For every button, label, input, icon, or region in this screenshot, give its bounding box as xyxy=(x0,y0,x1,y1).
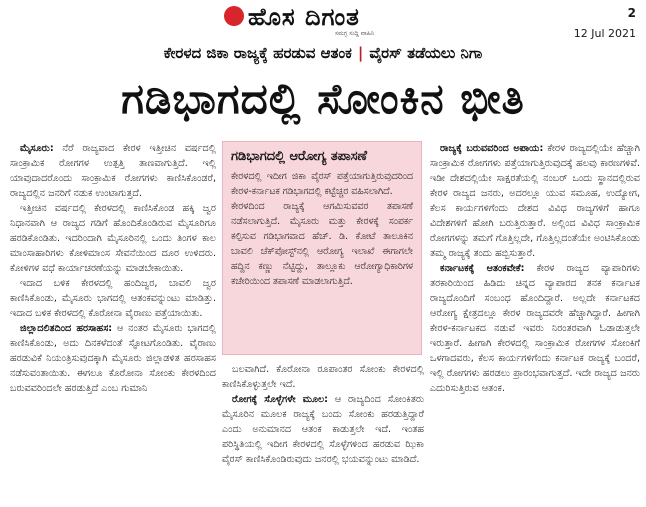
subheading: ರಾಜ್ಯಕ್ಕೆ ಬರುವವರಿಂದ ಅಪಾಯ: xyxy=(440,143,544,154)
kicker-right: ವೈರಸ್ ತಡೆಯಲು ನಿಗಾ xyxy=(369,44,483,62)
tagline: ಸಮಗ್ರ ಸುದ್ದಿ ವಾಹಿನಿ xyxy=(335,30,375,37)
kicker-left: ಕೇರಳದ ಜಿಕಾ ರಾಜ್ಯಕ್ಕೆ ಹರಡುವ ಆತಂಕ xyxy=(163,44,352,62)
logo-emblem-icon xyxy=(224,6,244,26)
paragraph-text: ನೆರೆ ರಾಜ್ಯವಾದ ಕೇರಳ ಇತ್ತೀಚಿನ ವರ್ಷದಲ್ಲಿ ಸಾಂಕ್ರಾಮಿಕ ರೋಗಗಳ ಉತ್ಪತ್ತಿ ತಾಣವಾಗುತ್ತಿದೆ. ಇಲ್ಲಿ ಯಾವುದಾದರೊಂದು ಸಾಂಕ್ರಾಮಿಕ ರೋಗಗಳು ಕಾಣಿಸಿಕೊಂಡರೆ, ರಾಜ್ಯದಲ್ಲಿನ ಜನರಿಗೆ ನಡುಕ ಉಂಟಾಗುತ್ತದೆ. xyxy=(10,143,216,199)
box-paragraph: ಕೇರಳದಿಂದ ರಾಜ್ಯಕ್ಕೆ ಆಗಮಿಸುವವರ ತಪಾಸಣೆ ನಡೆಸಲಾಗುತ್ತಿದೆ. ಮೈಸೂರು ಮತ್ತು ಕೇರಳಕ್ಕೆ ಸಂಪರ್ಕ ಕಲ್ಪಿಸುವ ಗಡಿಭಾಗವಾದ ಹೆಚ್. ಡಿ. ಕೋಟೆ ತಾಲೂಕಿನ ಬಾವಲಿ ಚೆಕ್‌ಪೋಸ್ಟ್‌ನಲ್ಲಿ ಆರೋಗ್ಯ ಇಲಾಖೆ ಈಗಾಗಲೇ ಹದ್ದಿನ ಕಣ್ಣು ನೆಟ್ಟಿದ್ದು, ತಾಲ್ಲೂಕು ಆರೋಗ್ಯಾಧಿಕಾರಿಗಳ ಕಚೇರಿಯಿಂದ ತಪಾಸಣೆ ಮಾಡಲಾಗುತ್ತಿದೆ. xyxy=(231,201,413,287)
paragraph-text: ಆ ನಂತರ ಮೈಸೂರು ಭಾಗದಲ್ಲಿ ಕಾಣಿಸಿಕೊಂಡು, ಅದು ದಿನಕಳೆದಂತೆ ಸ್ಫೋಟಗೊಂಡಿತು. ವೈರಾಣು ಹರಡುವಿಕೆ ನಿಯಂತ್ರಿಸುವುದಕ್ಕಾಗಿ ಮೈಸೂರು ಜಿಲ್ಲಾಡಳಿತ ಹರಸಾಹಸ ನಡೆಸುವಂತಾಯಿತು. ಈಗಲೂ ಕೊರೋನಾ ಸೋಂಕು ಕೇರಳದಿಂದ ಬರುವವರಿಂದಲೇ ಹರಡುತ್ತಿದೆ ಎಂಬ ಗುಮಾನಿ xyxy=(10,323,216,394)
paragraph xyxy=(430,141,640,261)
logo-text: ಹೊಸ ದಿಗಂತ xyxy=(248,3,360,31)
article-column-3 xyxy=(430,141,640,501)
paragraph xyxy=(430,261,640,396)
paragraph: ಇದಾದ ಬಳಿಕ ಕೇರಳದಲ್ಲಿ ಹಂದಿಜ್ವರ, ಬಾವಲಿ ಜ್ವರ ಕಾಣಿಸಿಕೊಂಡು, ಮೈಸೂರು ಭಾಗದಲ್ಲಿ ಆತಂಕವನ್ನುಂಟು ಮಾಡಿತ್ತು. ಇದಾದ ಬಳಿಕ ಕೇರಳದಲ್ಲಿ ಕೊರೋನಾ ವೈರಾಣು ಪತ್ತೆಯಾಯಿತು. xyxy=(10,278,216,319)
headline: ಗಡಿಭಾಗದಲ್ಲಿ ಸೋಂಕಿನ ಭೀತಿ xyxy=(121,74,525,123)
subheading: ರೋಗಕ್ಕೆ ಸೊಳ್ಳೆಗಳೇ ಮೂಲ: xyxy=(232,394,329,405)
box-paragraph: ಕೇರಳದಲ್ಲಿ ಇದೀಗ ಜಿಕಾ ವೈರಸ್ ಪತ್ತೆಯಾಗುತ್ತಿರುವುದರಿಂದ ಕೇರಳ-ಕರ್ನಾಟಕ ಗಡಿಭಾಗದಲ್ಲಿ ಕಟ್ಟೆಚ್ಚರ ವಹಿಸಲಾಗಿದೆ. xyxy=(231,171,413,197)
article-column-2 xyxy=(222,362,424,502)
page-number: 2 xyxy=(627,6,636,20)
paragraph-text: ಕೇರಳ ರಾಜ್ಯದ ವ್ಯಾಪಾರಿಗಳು ತರಕಾರಿಯಿಂದ ಹಿಡಿದು ಚಿನ್ನದ ವ್ಯಾಪಾರದ ತನಕ ಕರ್ನಾಟಕ ರಾಜ್ಯದೊಂದಿಗೆ ಸಂಬಂಧ ಹೊಂದಿದ್ದಾರೆ. ಅಲ್ಲದೇ ಕರ್ನಾಟಕದ ಆರೋಗ್ಯ ಕ್ಷೇತ್ರದಲ್ಲೂ ಕೇರಳ ರಾಜ್ಯದವರೇ ಹೆಚ್ಚಾಗಿದ್ದಾರೆ. ಹೀಗಾಗಿ ಕೇರಳ-ಕರ್ನಾಟಕದ ನಡುವೆ ಇವರು ನಿರಂತರವಾಗಿ ಓಡಾಡುತ್ತಲೇ ಇರುತ್ತಾರೆ. ಹೀಗಾಗಿ ಕೇರಳದಲ್ಲಿ ಸಾಂಕ್ರಾಮಿಕ ರೋಗಗಳ ಸೋಂಕಿಗೆ ಒಳಗಾದವರು, ಕೆಲಸ ಕಾರ್ಯಗಳಿಗೆಂದು ಕರ್ನಾಟಕ ರಾಜ್ಯಕ್ಕೆ ಬಂದರೆ, ಇಲ್ಲಿ ರೋಗಗಳು ಹರಡಲು ಪ್ರಾರಂಭವಾಗುತ್ತದೆ. ಇದೇ ರಾಜ್ಯದ ಜನರು ಎದುರಿಸುತ್ತಿರುವ ಆತಂಕ. xyxy=(430,263,640,394)
paragraph: ಇತ್ತೀಚಿನ ವರ್ಷದಲ್ಲಿ ಕೇರಳದಲ್ಲಿ ಕಾಣಿಸಿಕೊಂಡ ಹಕ್ಕಿ ಜ್ವರ ನಿಧಾನವಾಗಿ ಆ ರಾಜ್ಯದ ಗಡಿಗೆ ಹೊಂದಿಕೊಂಡಿರುವ ಮೈಸೂರಿಗೂ ಹರಡಿಕೊಂಡಿತು. ಇದರಿಂದಾಗಿ ಮೈಸೂರಿನಲ್ಲಿ ಒಂದು ತಿಂಗಳ ಕಾಲ ಮಾಂಸಾಹಾರಿಗಳು ಕೋಳಿಮಾಂಸ ಸೇವನೆಯಿಂದ ದೂರ ಉಳಿದರು. ಕೋಳಿಗಳ ವಧೆ ಕಾರ್ಯಾಚರಣೆಯನ್ನು ಮಾಡಬೇಕಾಯಿತು. xyxy=(10,203,216,274)
issue-date: 12 Jul 2021 xyxy=(573,27,636,40)
article-column-1 xyxy=(10,141,216,501)
dateline: ಮೈಸೂರು: xyxy=(20,143,54,154)
subheading: ಜಿಲ್ಲಾದಲಿತದಿಂದ ಹರಸಾಹಸ: xyxy=(20,323,113,334)
box-title: ಗಡಿಭಾಗದಲ್ಲಿ ಆರೋಗ್ಯ ತಪಾಸಣೆ xyxy=(231,149,368,164)
newspaper-logo xyxy=(224,3,360,31)
highlight-box xyxy=(222,141,422,355)
paragraph xyxy=(10,321,216,396)
paragraph xyxy=(10,141,216,201)
paragraph xyxy=(222,392,424,467)
paragraph-text: ಆ ರಾಜ್ಯದಿಂದ ಸೋಂಕಿತರು ಮೈಸೂರಿನ ಮೂಲಕ ರಾಜ್ಯಕ್ಕೆ ಬಂದು ಸೋಂಕು ಹರಡುತ್ತಿದ್ದಾರೆ ಎಂದು ಅನುಮಾನದ ಆತಂಕ ಕಾಡುತ್ತಲೇ ಇದೆ. ಇಂತಹ ಪರಿಸ್ಥಿತಿಯಲ್ಲಿ ಇದೀಗ ಕೇರಳದಲ್ಲಿ ಸೊಳ್ಳೆಗಳಿಂದ ಹರಡುವ ಝಿಕಾ ವೈರಸ್ ಕಾಣಿಸಿಕೊಂಡಿರುವುದು ಜನರಲ್ಲಿ ಭಯವನ್ನುಂಟು ಮಾಡಿದೆ. xyxy=(222,394,424,465)
paragraph-text: ಕೇರಳ ರಾಜ್ಯದಲ್ಲಿಯೇ ಹೆಚ್ಚಾಗಿ ಸಾಂಕ್ರಾಮಿಕ ರೋಗಗಳು ಪತ್ತೆಯಾಗುತ್ತಿರುವುದಕ್ಕೆ ಹಲವು ಕಾರಣಗಳಿವೆ. ಇಡೀ ದೇಶದಲ್ಲಿಯೇ ಸಾಕ್ಷರತೆಯಲ್ಲಿ ನಂಬರ್ ಒಂದು ಸ್ಥಾನದಲ್ಲಿರುವ ಕೇರಳ ರಾಜ್ಯದ ಜನರು, ಅದರಲ್ಲೂ ಯುವ ಸಮೂಹ, ಉದ್ಯೋಗ, ಕೆಲಸ ಕಾರ್ಯಗಳಿಗೆಂದು ದೇಶದ ವಿವಿಧ ರಾಜ್ಯಗಳಿಗೆ ಹಾಗೂ ವಿದೇಶಗಳಿಗೆ ಹೋಗಿ ಬರುತ್ತಿರುತ್ತಾರೆ. ಅಲ್ಲಿಂದ ವಿವಿಧ ಸಾಂಕ್ರಾಮಿಕ ರೋಗಗಳನ್ನು ತಮಗೆ ಗೊತ್ತಿಲ್ಲದೇ, ಗೊತ್ತಿಲ್ಲದಂತೆಯೇ ಅಂಟಿಸಿಕೊಂಡು ತಮ್ಮ ರಾಜ್ಯಕ್ಕೆ ತಂದು ಹಬ್ಬಿಸುತ್ತಾರೆ. xyxy=(430,143,640,259)
masthead xyxy=(0,0,646,40)
paragraph: ಬಲವಾಗಿದೆ. ಕೊರೋನಾ ರೂಪಾಂತರ ಸೋಂಕು ಕೇರಳದಲ್ಲಿ ಕಾಣಿಸಿಕೊಳ್ಳುತ್ತಲೇ ಇದೆ. xyxy=(222,364,424,390)
subheading: ಕರ್ನಾಟಕಕ್ಕೆ ಆತಂಕವೇಕೆ: xyxy=(440,263,525,274)
kicker-separator: | xyxy=(357,44,364,62)
kicker-line xyxy=(0,44,646,62)
